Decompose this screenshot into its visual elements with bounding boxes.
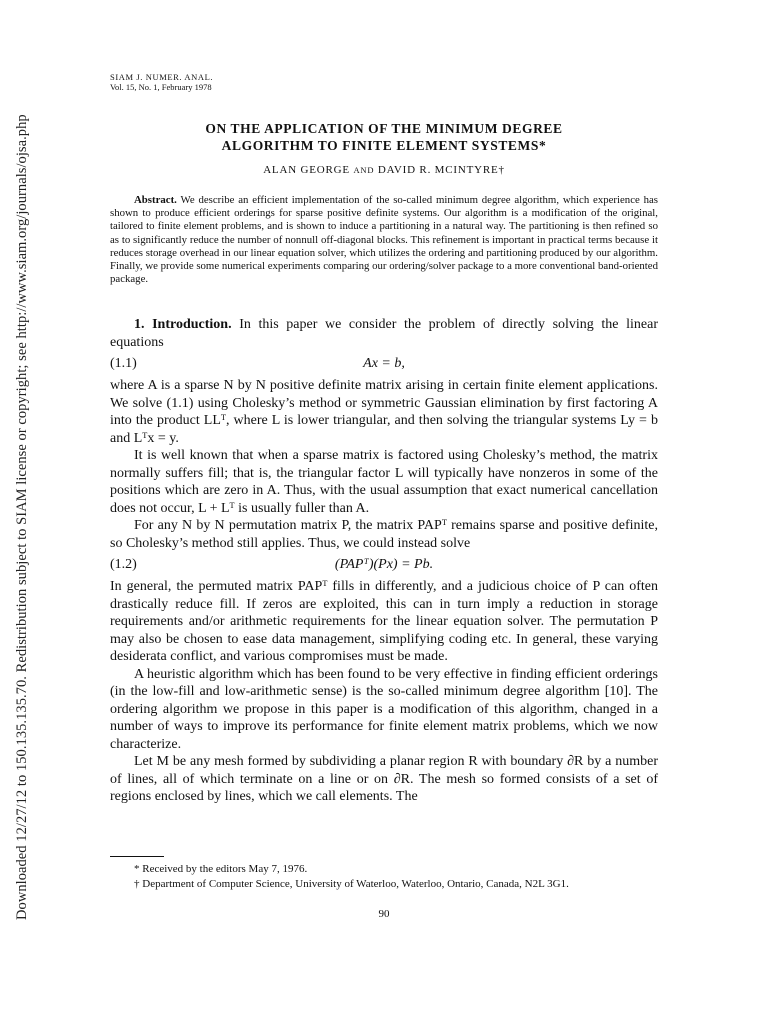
equation-expression: (PAPᵀ)(Px) = Pb. <box>334 557 434 572</box>
section-intro-text: In this paper we consider the problem of directly solving the linear equations <box>110 317 658 350</box>
footnote-affiliation: † Department of Computer Science, University of Waterloo, Waterloo, Ontario, Canada, N2L 3G1. <box>134 878 569 890</box>
abstract <box>110 194 658 286</box>
abstract-label: Abstract. <box>134 194 177 206</box>
authors <box>110 164 658 176</box>
main-text <box>110 316 658 806</box>
paragraph: Let M be any mesh formed by subdividing a planar region R with boundary ∂R by a number of lines, all of which terminate on a line or on ∂R. The mesh so formed consists of a set of regions enclosed by lines, which we call elements. The <box>110 754 658 804</box>
author-conjunction: AND <box>353 165 375 175</box>
journal-volume: Vol. 15, No. 1, February 1978 <box>110 82 212 92</box>
section-heading: 1. Introduction. <box>134 317 232 332</box>
author-2: DAVID R. MCINTYRE† <box>377 164 505 176</box>
equation-number: (1.1) <box>110 356 137 371</box>
equation-expression: Ax = b, <box>363 356 405 371</box>
footnotes <box>110 862 658 892</box>
author-1: ALAN GEORGE <box>263 164 350 176</box>
equation-number: (1.2) <box>110 557 137 572</box>
download-notice-text: Downloaded 12/27/12 to 150.135.135.70. Redistribution subject to SIAM license or copyright; see http://www.siam.org/journals/ojsa.php <box>14 114 30 920</box>
abstract-text: We describe an efficient implementation of the so-called minimum degree algorithm, which experience has shown to produce efficient orderings for sparse positive definite systems. Our algorithm is a modification of the original, tailored to finite element problems, and is shown to induce a partitioning in a natural way. The partitioning is then refined so as to significantly reduce the number of nonnull off-diagonal blocks. This refinement is important in practical terms because it reduces storage overhead in our linear equation solver, which utilizes the ordering and partitioning produced by our algorithm. Finally, we provide some numerical experiments comparing our ordering/solver package to a more conventional band-oriented package. <box>110 194 658 286</box>
journal-header <box>110 72 213 92</box>
section-intro <box>110 316 658 351</box>
footnote-divider <box>110 856 164 857</box>
equation-1-1 <box>110 351 658 377</box>
paragraph: For any N by N permutation matrix P, the matrix PAPᵀ remains sparse and positive definite, so Cholesky’s method still applies. Thus, we could instead solve <box>110 518 658 551</box>
paragraph: where A is a sparse N by N positive definite matrix arising in certain finite element applications. We solve (1.1) using Cholesky’s method or symmetric Gaussian elimination by first factoring A into the product LLᵀ, where L is lower triangular, and then solving the triangular systems Ly = b and Lᵀx = y. <box>110 378 658 446</box>
paper-title <box>110 120 658 154</box>
journal-name: SIAM J. NUMER. ANAL. <box>110 72 214 82</box>
paragraph: In general, the permuted matrix PAPᵀ fills in differently, and a judicious choice of P can often drastically reduce fill. If zeros are exploited, this can in turn imply a reduction in storage requirements and/or arithmetic requirements for the linear equation solver. The permutation P may also be chosen to ease data management, simplifying coding etc. In general, these varying desiderata conflict, and various compromises must be made. <box>110 579 658 664</box>
footnote-received: * Received by the editors May 7, 1976. <box>134 863 308 875</box>
download-notice <box>4 20 30 920</box>
equation-1-2 <box>110 552 658 578</box>
title-line-2: ALGORITHM TO FINITE ELEMENT SYSTEMS* <box>221 138 547 153</box>
paragraph: A heuristic algorithm which has been found to be very effective in finding efficient orderings (in the low-fill and low-arithmetic sense) is the so-called minimum degree algorithm [10]. The ordering algorithm we propose in this paper is a modification of this algorithm, changed in a number of ways to improve its performance for finite element matrix problems, which we now characterize. <box>110 666 658 752</box>
title-line-1: ON THE APPLICATION OF THE MINIMUM DEGREE <box>205 121 563 136</box>
paragraph: It is well known that when a sparse matrix is factored using Cholesky’s method, the matrix normally suffers fill; that is, the triangular factor L will typically have nonzeros in some of the positions which are zero in A. Thus, with the usual assumption that exact numerical cancellation does not occur, L + Lᵀ is usually fuller than A. <box>110 448 658 516</box>
page-number: 90 <box>378 908 390 920</box>
